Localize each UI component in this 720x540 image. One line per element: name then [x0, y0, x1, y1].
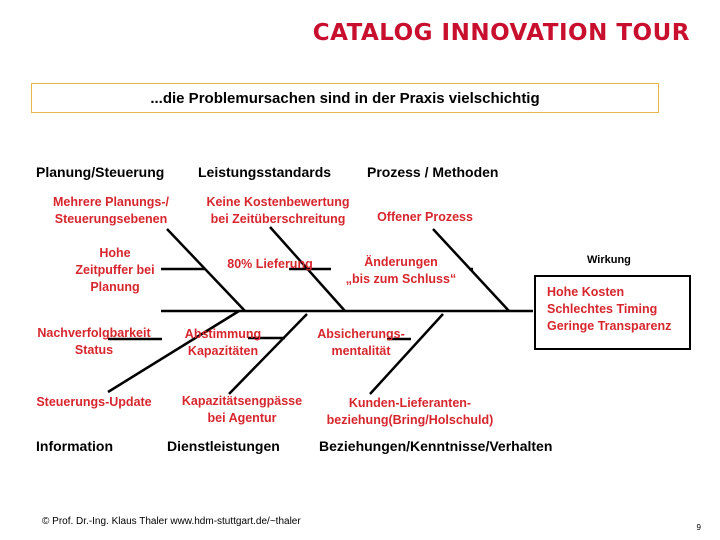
cause-agency-bottleneck: Kapazitätsengpässe bei Agentur — [181, 394, 303, 425]
slide-title: ...die Problemursachen sind in der Praxis vielschichtig — [31, 83, 659, 113]
category-information: Information — [36, 438, 113, 454]
cause-no-cost-evaluation: Keine Kostenbewertung bei Zeitüberschreitung — [206, 195, 350, 226]
category-relations: Beziehungen/Kenntnisse/Verhalten — [319, 438, 553, 454]
page-number: 9 — [696, 523, 701, 532]
cause-control-update: Steuerungs-Update — [36, 395, 152, 409]
effect-box — [534, 275, 691, 350]
effect-label: Wirkung — [587, 254, 631, 266]
cause-planning-levels: Mehrere Planungs-/ Steuerungsebenen — [53, 195, 169, 226]
effect-item: Schlechtes Timing — [547, 302, 658, 316]
category-standards: Leistungsstandards — [198, 164, 332, 180]
brand-logo-text: CATALOG INNOVATION TOUR — [312, 20, 690, 46]
cause-80-percent-delivery: 80% Lieferung — [227, 257, 313, 271]
cause-time-buffer: Hohe Zeitpuffer bei Planung — [75, 246, 155, 294]
cause-traceability: Nachverfolgbarkeit Status — [37, 326, 151, 357]
cause-late-changes: Änderungen „bis zum Schluss“ — [345, 255, 457, 286]
category-planning: Planung/Steuerung — [36, 164, 165, 180]
footer-copyright: © Prof. Dr.-Ing. Klaus Thaler www.hdm-stuttgart.de/~thaler — [42, 516, 301, 527]
cause-open-process: Offener Prozess — [377, 210, 473, 224]
category-services: Dienstleistungen — [167, 438, 280, 454]
cause-customer-supplier-relation: Kunden-Lieferanten- beziehung(Bring/Holschuld) — [326, 396, 494, 427]
category-process: Prozess / Methoden — [367, 164, 499, 180]
effect-item: Geringe Transparenz — [547, 319, 672, 333]
cause-capacity-coordination: Abstimmung Kapazitäten — [184, 327, 262, 358]
effect-item: Hohe Kosten — [547, 285, 625, 299]
cause-safeguard-mentality: Absicherungs- mentalität — [317, 327, 405, 358]
